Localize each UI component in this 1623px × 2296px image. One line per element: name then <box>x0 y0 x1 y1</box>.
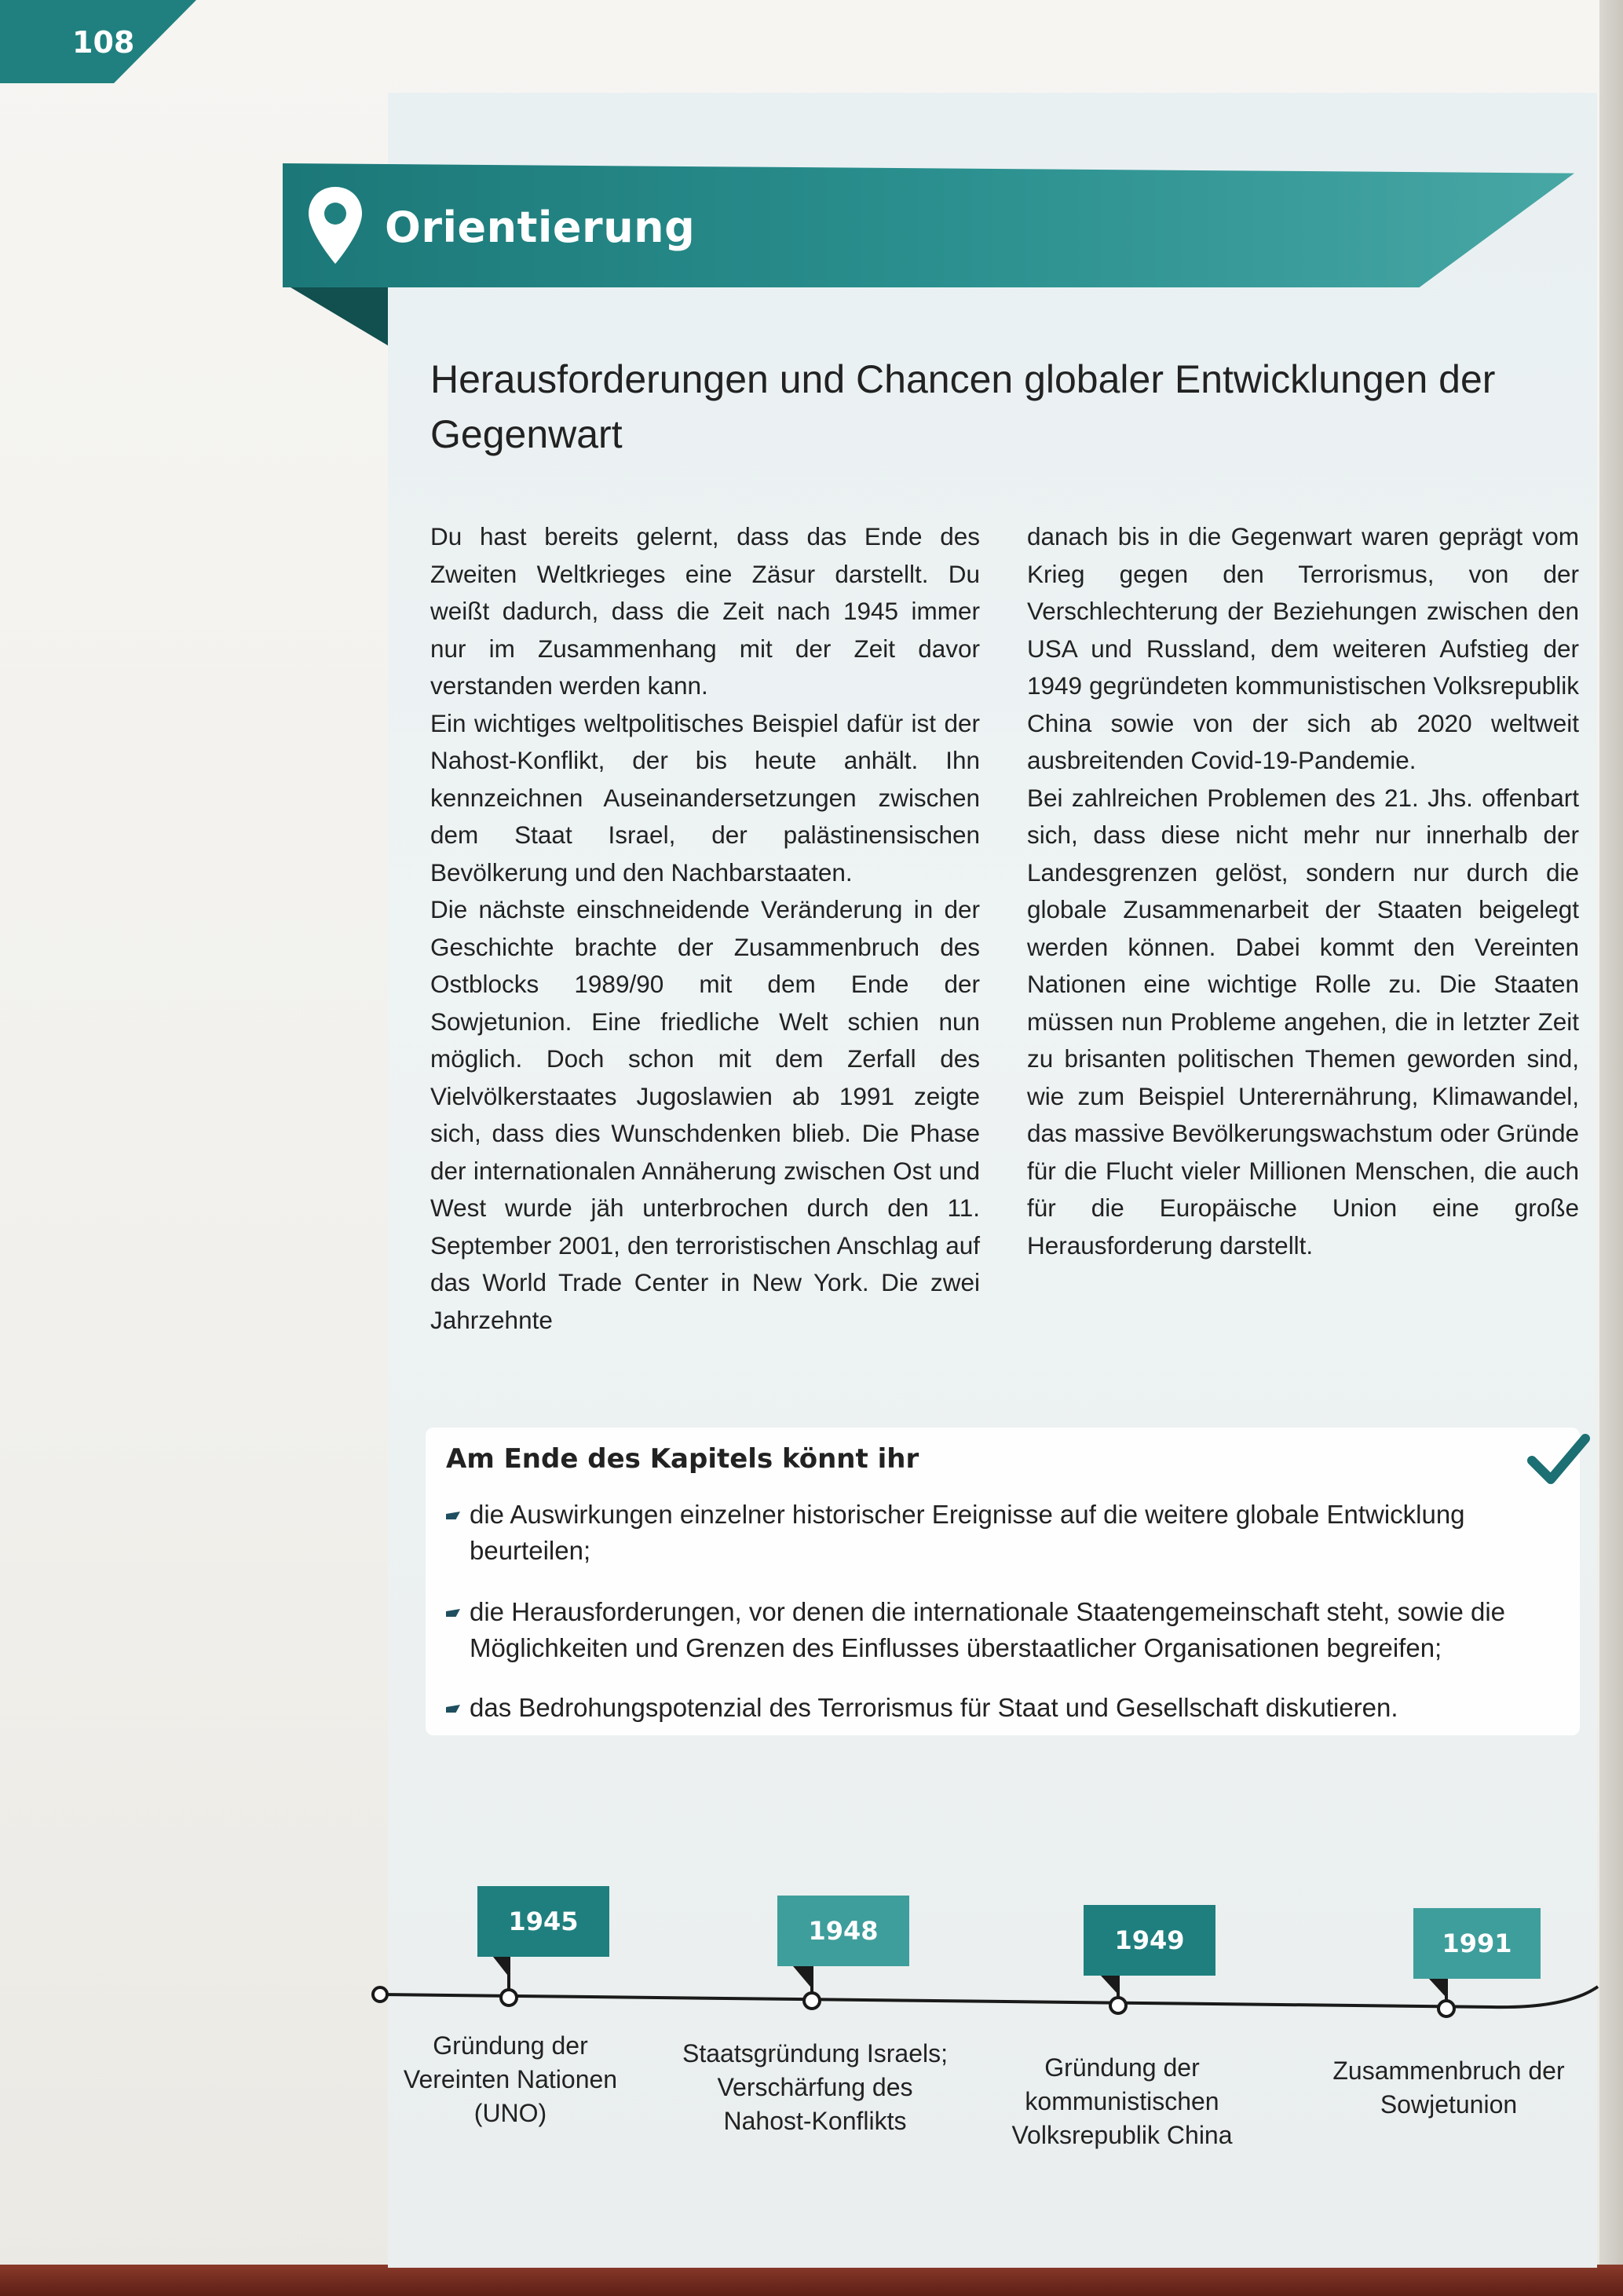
banner-title: Orientierung <box>385 203 696 252</box>
paragraph: danach bis in die Gegenwart waren geprägt vom Krieg gegen den Terrorismus, von der Verschlechterung der Beziehungen zwischen den USA und Russland, dem weiteren Aufstieg der 1949 gegründeten kommunistischen Volksrepublik China sowie von der sich ab 2020 weltweit ausbreitenden Covid-19-Pandemie. <box>1027 522 1579 774</box>
paragraph: Du hast bereits gelernt, dass das Ende des Zweiten Weltkrieges eine Zäsur darstellt. Du weißt dadurch, dass die Zeit nach 1945 immer nur im Zusammenhang mit der Zeit davor verstanden werden kann. <box>430 522 980 700</box>
learning-goal-item <box>444 1497 1559 1569</box>
event-text-line: Sowjetunion <box>1380 2090 1518 2119</box>
map-pin-icon <box>306 185 364 267</box>
timeline-line <box>380 1987 1598 2007</box>
learning-goal-item <box>444 1594 1559 1666</box>
timeline-event-label <box>674 2037 956 2138</box>
timeline-event-label <box>1319 2054 1578 2122</box>
event-text-line: Volksrepublik China <box>1011 2121 1233 2149</box>
learning-goal-text: die Herausforderungen, vor denen die internationale Staatengemeinschaft steht, sowie die Möglichkeiten und Grenzen des Einflusses überstaatlicher Organisationen begreifen; <box>470 1597 1506 1662</box>
timeline-marker-1945 <box>477 1886 609 2005</box>
checkmark-icon <box>1527 1428 1590 1490</box>
timeline-year-1991: 1991 <box>1442 1929 1512 1958</box>
timeline-marker-1948 <box>777 1896 909 2009</box>
event-text-line: Staatsgründung Israels; <box>682 2039 948 2067</box>
book-bottom-edge <box>0 2265 1623 2296</box>
paragraph: Die nächste einschneidende Veränderung in der Geschichte brachte der Zusammenbruch des Ostblocks 1989/90 mit dem Ende der Sowjetunion. Eine friedliche Welt schien nun möglich. Doch schon mit dem Zerfall des Vielvölkerstaates Jugoslawien ab 1991 zeigte sich, dass dies Wunschdenken blieb. Die Phase der internationalen Annäherung zwischen Ost und West wurde jäh unterbrochen durch den 11. September 2001, den terroristischen Anschlag auf das World Trade Center in New York. Die zwei Jahrzehnte <box>430 895 980 1334</box>
bullet-icon <box>444 1690 470 1726</box>
timeline-event-label <box>385 2029 636 2130</box>
page-heading: Herausforderungen und Chancen globaler Entwicklungen der Gegenwart <box>430 357 1496 456</box>
timeline-year-1948: 1948 <box>808 1916 879 1946</box>
learning-goal-text: die Auswirkungen einzelner historischer Ereignisse auf die weitere globale Entwicklung beurteilen; <box>470 1500 1465 1565</box>
event-text-line: Vereinten Nationen <box>403 2065 618 2093</box>
paragraph: Ein wichtiges weltpolitisches Beispiel dafür ist der Nahost-Konflikt, der bis heute anhält. Ihn kennzeichnen Auseinandersetzungen zwischen dem Staat Israel, der palästinensischen Bevölkerung und den Nachbarstaaten. <box>430 708 980 887</box>
event-text-line: Zusammenbruch der <box>1332 2057 1565 2085</box>
bullet-icon <box>444 1594 470 1630</box>
page-number: 108 <box>72 25 135 60</box>
timeline-year-1945: 1945 <box>508 1907 579 1936</box>
body-column-right <box>1027 518 1579 1264</box>
timeline-start-dot <box>373 1987 387 2002</box>
event-text-line: Gründung der <box>433 2031 588 2060</box>
timeline-year-1949: 1949 <box>1114 1925 1185 1955</box>
event-text-line: Verschärfung des <box>717 2073 913 2101</box>
paragraph: Bei zahlreichen Problemen des 21. Jhs. offenbart sich, dass diese nicht mehr nur innerhalb der Landesgrenzen gelöst, sondern nur durch die globale Zusammenarbeit der Staaten beigelegt werden können. Dabei kommt den Vereinten Nationen eine wichtige Rolle zu. Die Staaten müssen nun Probleme angehen, die in letzter Zeit zu brisanten politischen Themen geworden sind, wie zum Beispiel Unterernährung, Klimawandel, das massive Bevölkerungswachstum oder Gründe für die Flucht vieler Millionen Menschen, die auch für die Europäische Union eine große Herausforderung darstellt. <box>1027 783 1579 1260</box>
bullet-icon <box>444 1497 470 1533</box>
learning-goal-text: das Bedrohungspotenzial des Terrorismus für Staat und Gesellschaft diskutieren. <box>470 1693 1398 1722</box>
event-text-line: (UNO) <box>473 2099 547 2127</box>
event-text-line: kommunistischen <box>1025 2087 1219 2115</box>
learning-goals-title: Am Ende des Kapitels könnt ihr <box>446 1443 919 1475</box>
event-text-line: Gründung der <box>1044 2053 1200 2082</box>
body-column-left <box>430 518 980 1339</box>
timeline-marker-1949 <box>1084 1905 1215 2013</box>
timeline-event-label <box>992 2051 1252 2152</box>
timeline-marker-1991 <box>1413 1908 1541 2016</box>
event-text-line: Nahost-Konflikts <box>723 2107 907 2135</box>
learning-goal-item <box>444 1690 1559 1726</box>
